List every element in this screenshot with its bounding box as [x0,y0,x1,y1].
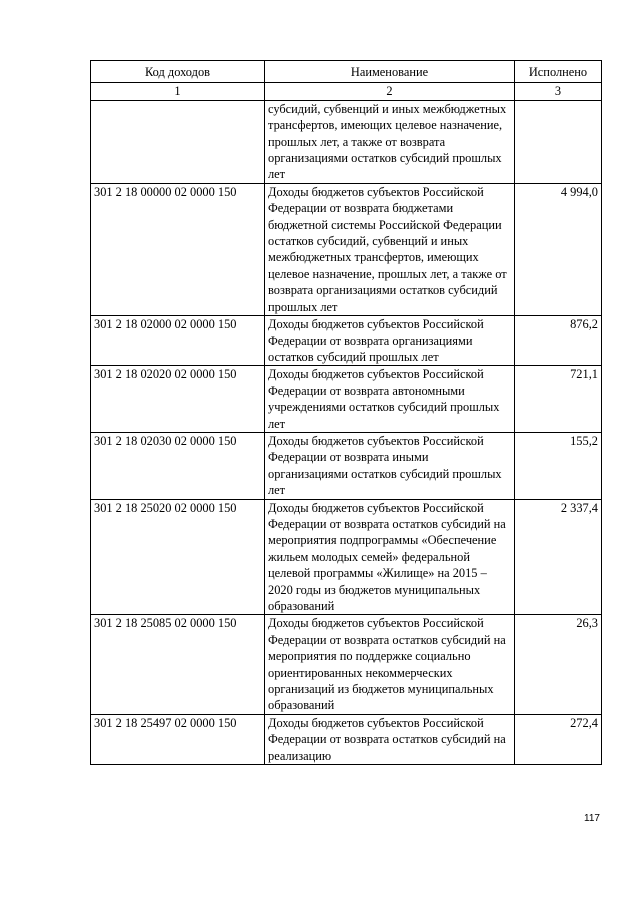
header-amount: Исполнено [515,61,602,83]
revenue-name: Доходы бюджетов субъектов Российской Федерации от возврата остатков субсидий на мероприятия подпрограммы «Обеспечение жильем молодых семей» федеральной целевой программы «Жилище» на 2015 – 2020 годы из бюджетов муниципальных образований [265,499,515,615]
table-row [91,366,602,433]
revenue-amount: 2 337,4 [515,499,602,615]
revenue-amount: 26,3 [515,615,602,714]
revenue-amount: 272,4 [515,714,602,764]
revenue-code: 301 2 18 25020 02 0000 150 [91,499,265,615]
revenue-amount: 721,1 [515,366,602,433]
table-row [91,100,602,183]
table-row [91,615,602,714]
revenue-amount: 155,2 [515,432,602,499]
revenue-code: 301 2 18 02030 02 0000 150 [91,432,265,499]
revenue-name: Доходы бюджетов субъектов Российской Федерации от возврата остатков субсидий на мероприятия по поддержке социально ориентированных некоммерческих организаций из бюджетов муниципальных образований [265,615,515,714]
column-number-name: 2 [265,83,515,100]
table-row [91,432,602,499]
table-row [91,499,602,615]
revenue-code: 301 2 18 25085 02 0000 150 [91,615,265,714]
revenue-name: Доходы бюджетов субъектов Российской Федерации от возврата организациями остатков субсидий прошлых лет [265,316,515,366]
column-number-code: 1 [91,83,265,100]
revenue-table [90,60,602,765]
revenue-amount: 4 994,0 [515,183,602,315]
revenue-code: 301 2 18 25497 02 0000 150 [91,714,265,764]
column-number-row [91,83,602,100]
table-header-row [91,61,602,83]
table-row [91,183,602,315]
header-name: Наименование [265,61,515,83]
revenue-name: Доходы бюджетов субъектов Российской Федерации от возврата иными организациями остатков субсидий прошлых лет [265,432,515,499]
revenue-amount: 876,2 [515,316,602,366]
revenue-name: Доходы бюджетов субъектов Российской Федерации от возврата автономными учреждениями остатков субсидий прошлых лет [265,366,515,433]
table-row [91,316,602,366]
header-code: Код доходов [91,61,265,83]
revenue-amount [515,100,602,183]
revenue-name: Доходы бюджетов субъектов Российской Федерации от возврата бюджетами бюджетной системы Российской Федерации остатков субсидий, субвенций и иных межбюджетных трансфертов, имеющих целевое назначение, прошлых лет, а также от возврата организациями остатков субсидий прошлых лет [265,183,515,315]
revenue-code: 301 2 18 02020 02 0000 150 [91,366,265,433]
revenue-code [91,100,265,183]
table-row [91,714,602,764]
revenue-name: субсидий, субвенций и иных межбюджетных трансфертов, имеющих целевое назначение, прошлых лет, а также от возврата организациями остатков субсидий прошлых лет [265,100,515,183]
page-number: 117 [584,813,600,824]
revenue-code: 301 2 18 02000 02 0000 150 [91,316,265,366]
revenue-name: Доходы бюджетов субъектов Российской Федерации от возврата остатков субсидий на реализацию [265,714,515,764]
column-number-amount: 3 [515,83,602,100]
revenue-code: 301 2 18 00000 02 0000 150 [91,183,265,315]
